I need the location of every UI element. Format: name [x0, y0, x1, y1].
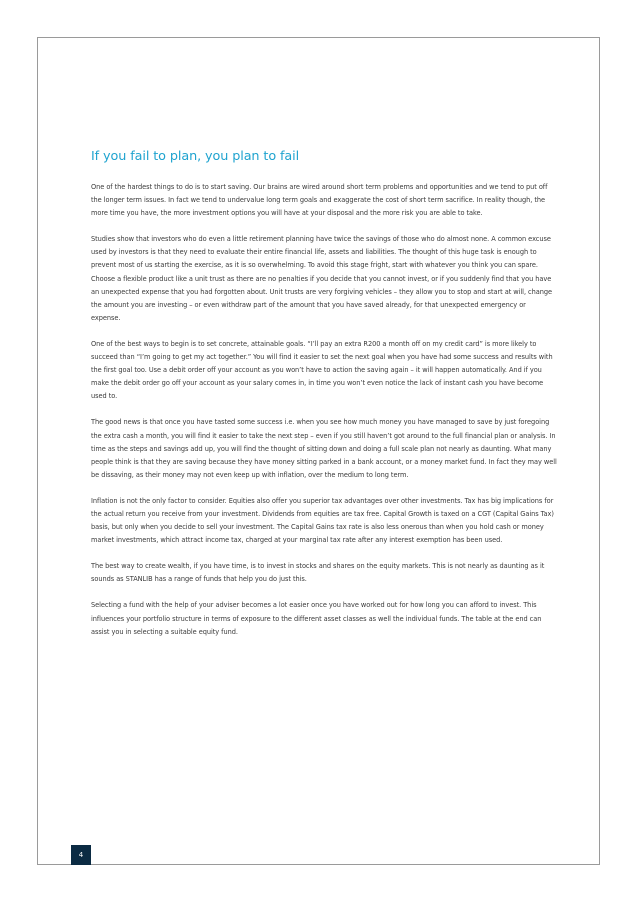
- paragraph-6: The best way to create wealth, if you have time, is to invest in stocks and shares on the equity markets. This is not nearly as daunting as it sounds as STANLIB has a range of funds that help you do just this.: [91, 562, 545, 584]
- main-content: [91, 148, 557, 652]
- paragraph-2: Studies show that investors who do even a little retirement planning have twice the savings of those who do almost none. A common excuse used by investors is that they need to evaluate their entire financial life, assets and liabilities. The thought of this huge task is enough to prevent most of us starting the exercise, as it is so overwhelming. To avoid this stage fright, start with whatever you think you can spare. Choose a flexible product like a unit trust as there are no penalties if you decide that you cannot invest, or if you suddenly find that you have an unexpected expense that you had forgotten about. Unit trusts are very forgiving vehicles – they allow you to stop and start at will, change the amount you are investing – or even withdraw part of the amount that you have saved already, for that unexpected emergency or expense.: [91, 235, 553, 322]
- paragraph-1: One of the hardest things to do is to start saving. Our brains are wired around short term problems and opportunities and we tend to put off the longer term issues. In fact we tend to undervalue long term goals and exaggerate the cost of short term sacrifice. In reality though, the more time you have, the more investment options you will have at your disposal and the more risk you are able to take.: [91, 183, 548, 218]
- page-number-badge: 4: [71, 845, 91, 865]
- page-heading: If you fail to plan, you plan to fail: [91, 149, 300, 164]
- paragraph-4: The good news is that once you have tasted some success i.e. when you see how much money you have managed to save by just foregoing the extra cash a month, you will find it easier to take the next step – even if you still haven’t got around to the full financial plan or analysis. In time as the steps and savings add up, you will find the thought of sitting down and doing a full scale plan not nearly as daunting. What many people think is that they are saving because they have money sitting parked in a bank account, or a money market fund. In fact they may well be dissaving, as their money may not even keep up with inflation, over the medium to long term.: [91, 418, 557, 479]
- paragraph-7: Selecting a fund with the help of your adviser becomes a lot easier once you have worked out for how long you can afford to invest. This influences your portfolio structure in terms of exposure to the different asset classes as well the individual funds. The table at the end can assist you in selecting a suitable equity fund.: [91, 601, 542, 636]
- paragraph-5: Inflation is not the only factor to consider. Equities also offer you superior tax advantages over other investments. Tax has big implications for the actual return you receive from your investment. Dividends from equities are tax free. Capital Growth is taxed on a CGT (Capital Gains Tax) basis, but only when you decide to sell your investment. The Capital Gains tax rate is also less onerous than when you hold cash or money market investments, which attract income tax, charged at your marginal tax rate after any interest exemption has been used.: [91, 496, 554, 545]
- paragraph-3: One of the best ways to begin is to set concrete, attainable goals. “I’ll pay an extra R200 a month off on my credit card” is more likely to succeed than “I’m going to get my act together.” You will find it easier to set the next goal when you have had some success and results with the first goal too. Use a debit order off your account as you won’t have to action the saving again – it will happen automatically. And if you make the debit order go off your account as your salary comes in, in time you won’t even notice the lack of instant cash you have become used to.: [91, 339, 553, 401]
